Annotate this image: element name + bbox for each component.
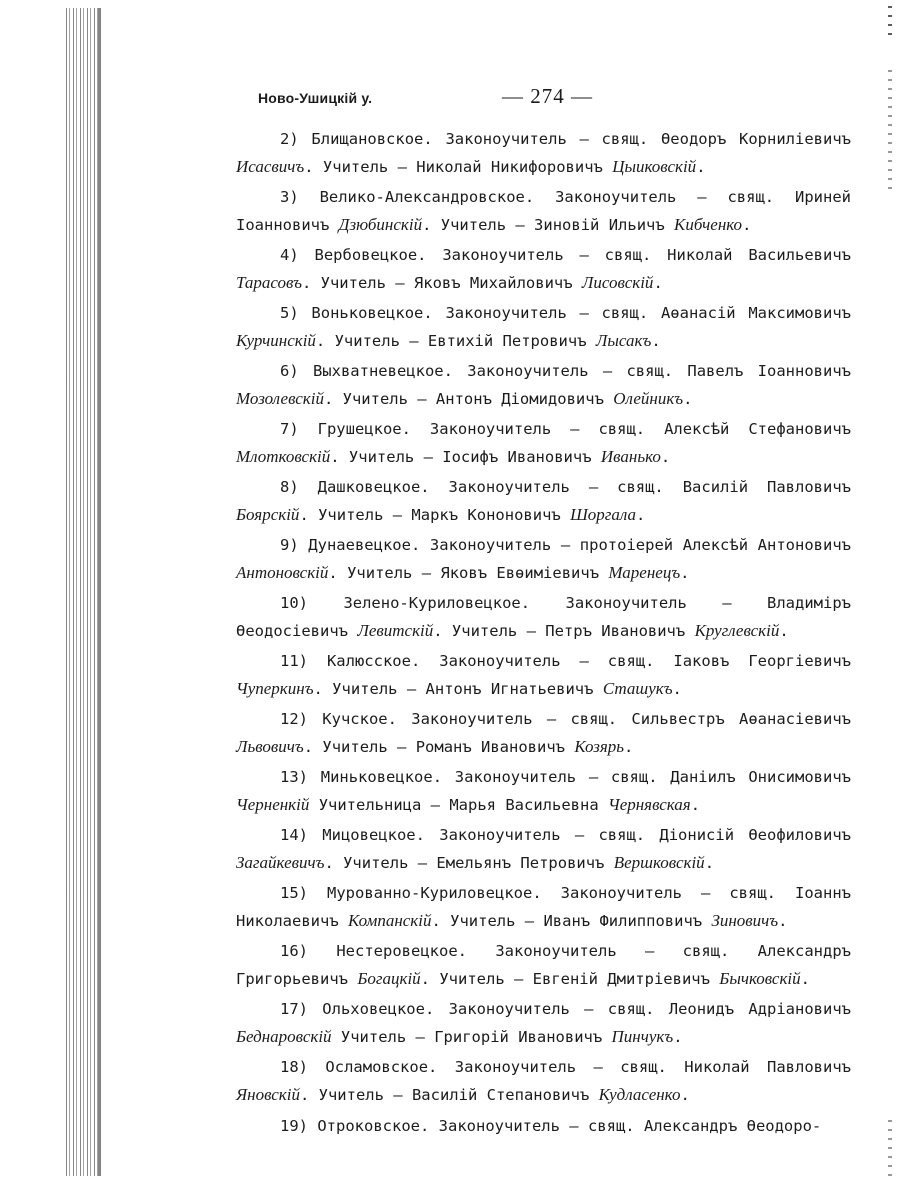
entry-text: Законоучитель — свящ. Ириней Іоанновичъ <box>236 188 851 234</box>
school-entry <box>236 938 851 993</box>
entry-number: 12) <box>280 710 308 728</box>
entry-number: 15) <box>280 884 308 902</box>
entry-text: Законоучитель — свящ. Сильвестръ Аөанасіевичъ <box>396 710 851 728</box>
teacher-surname: Лисовскій <box>581 273 654 292</box>
entry-text: Законоучитель — свящ. Леонидъ Адріановичъ <box>434 1000 851 1018</box>
entry-text: . Учитель — Іосифъ Ивановичъ <box>330 448 601 466</box>
entry-text: Законоучитель — свящ. Даніилъ Онисимовичъ <box>442 768 851 786</box>
entry-text: . Учитель — Романъ Ивановичъ <box>303 738 575 756</box>
entry-number: 19) <box>280 1117 308 1135</box>
school-name: Ольховецкое. <box>322 1000 435 1018</box>
entry-number: 17) <box>280 1000 308 1018</box>
teacher-surname: Цыиковскій <box>612 157 697 176</box>
scan-mark-top-right <box>888 6 892 42</box>
entry-number: 4) <box>280 246 299 264</box>
entry-end: . <box>624 738 634 756</box>
teacher-surname: Олейникъ <box>613 389 684 408</box>
teacher-surname: Вершковскій <box>613 853 705 872</box>
entry-text: . Учитель — Яковъ Михайловичъ <box>301 274 582 292</box>
entry-number: 13) <box>280 768 308 786</box>
school-name: Блищановское. <box>311 130 433 148</box>
entry-text: Законоучитель — протоіерей Алексѣй Антоновичъ <box>420 536 851 554</box>
entry-number: 14) <box>280 826 308 844</box>
entry-number: 7) <box>280 420 299 438</box>
school-entry <box>236 1112 851 1140</box>
school-name: Миньковецкое. <box>320 768 443 786</box>
entry-text: Учительница — Марья Васильевна <box>309 796 608 814</box>
teacher-surname: Сташукъ <box>602 679 673 698</box>
entry-number: 6) <box>280 362 299 380</box>
entry-text: . Учитель — Зиновій Ильичъ <box>422 216 675 234</box>
school-name: Кучское. <box>322 710 397 728</box>
school-name: Грушецкое. <box>317 420 411 438</box>
scan-mark-right <box>888 70 892 190</box>
entry-text: Законоучитель — свящ. Василій Павловичъ <box>429 478 851 496</box>
entry-end: . <box>653 274 663 292</box>
entry-end: . <box>704 854 715 872</box>
entry-text: . Учитель — Николай Никифоровичъ <box>304 158 613 176</box>
teacher-surname: Маренецъ <box>608 563 681 582</box>
priest-surname: Антоновскій <box>236 563 329 582</box>
school-name: Воньковецкое. <box>311 304 433 322</box>
priest-surname: Млотковскій <box>236 447 331 466</box>
entry-text: Законоучитель — свящ. Өеодоръ Корниліевичъ <box>432 130 851 148</box>
priest-surname: Богацкій <box>357 969 421 988</box>
teacher-surname: Шоргала <box>570 505 637 524</box>
entry-text: Законоучитель — свящ. Александръ Өеодоро- <box>429 1117 822 1135</box>
priest-surname: Мозолевскій <box>236 389 324 408</box>
entry-text: . Учитель — Емельянъ Петровичъ <box>324 854 614 872</box>
priest-surname: Беднаровскій <box>236 1027 332 1046</box>
school-entry <box>236 242 851 297</box>
school-entry <box>236 648 851 703</box>
entry-end: . <box>673 1028 683 1046</box>
running-head: Ново-Ушицкій у. <box>258 90 373 106</box>
school-entry <box>236 880 851 935</box>
school-name: Осламовское. <box>325 1058 438 1076</box>
school-name: Мицовецкое. <box>322 826 425 844</box>
priest-surname: Исасвичъ <box>236 157 305 176</box>
priest-surname: Загайкевичъ <box>236 853 325 872</box>
school-entry <box>236 822 851 877</box>
school-entry <box>236 532 851 587</box>
teacher-surname: Чернявская <box>607 795 691 814</box>
school-name: Калюсское. <box>326 652 421 670</box>
priest-surname: Дзюбинскій <box>338 215 423 234</box>
scan-page-edge <box>98 8 101 1176</box>
entry-text: . Учитель — Василій Степановичъ <box>299 1086 599 1104</box>
entry-text: Законоучитель — свящ. Іоаннъ Николаевичъ <box>236 884 851 930</box>
entry-text: . Учитель — Яковъ Евөиміевичъ <box>328 564 609 582</box>
priest-surname: Левитскій <box>357 621 434 640</box>
entry-text: Законоучитель — свящ. Александръ Григорьевичъ <box>236 942 851 988</box>
entry-text: Законоучитель — свящ. Діонисій Өеофиловичъ <box>424 826 851 844</box>
entry-number: 3) <box>280 188 299 206</box>
priest-surname: Львовичъ <box>236 737 304 756</box>
entry-end: . <box>696 158 706 176</box>
scan-binding-edge <box>66 8 100 1176</box>
page-header <box>258 84 850 114</box>
school-entry <box>236 474 851 529</box>
teacher-surname: Круглевскій <box>694 621 780 640</box>
entry-end: . <box>742 216 752 234</box>
school-name: Выхватневецкое. <box>312 362 453 380</box>
school-name: Дашковецкое. <box>317 478 430 496</box>
entry-end: . <box>636 506 646 524</box>
entry-text: . Учитель — Евтихій Петровичъ <box>315 332 596 350</box>
school-name: Зелено-Куриловецкое. <box>343 594 531 612</box>
entry-text: . Учитель — Евгеній Дмитріевичъ <box>420 970 720 988</box>
teacher-surname: Козярь <box>574 737 625 756</box>
school-name: Нестеровецкое. <box>336 942 467 960</box>
entry-text: Законоучитель — свящ. Николай Васильевичъ <box>426 246 851 264</box>
entry-end: . <box>660 448 671 466</box>
teacher-surname: Иванько <box>600 447 661 466</box>
school-name: Велико-Александровское. <box>319 188 535 206</box>
entry-number: 18) <box>280 1058 308 1076</box>
priest-surname: Яновскій <box>236 1085 300 1104</box>
entry-text: Учитель — Григорій Ивановичъ <box>331 1028 612 1046</box>
page-number: — 274 — <box>502 84 593 108</box>
entry-number: 11) <box>280 652 308 670</box>
entry-end: . <box>690 796 701 814</box>
school-name: Отроковское. <box>317 1117 430 1135</box>
entry-number: 8) <box>280 478 299 496</box>
entry-text: Законоучитель — свящ. Алексѣй Стефановичъ <box>410 420 851 438</box>
priest-surname: Черненкій <box>236 795 310 814</box>
entry-text: Законоучитель — свящ. Павелъ Іоанновичъ <box>452 362 851 380</box>
school-entry <box>236 996 851 1051</box>
entry-number: 2) <box>280 130 299 148</box>
entry-end: . <box>683 390 693 408</box>
entry-text: . Учитель — Петръ Ивановичъ <box>433 622 695 640</box>
entry-number: 10) <box>280 594 308 612</box>
teacher-surname: Пинчукъ <box>611 1027 674 1046</box>
school-name: Дунаевецкое. <box>308 536 421 554</box>
entry-end: . <box>680 1086 690 1104</box>
teacher-surname: Зиновичъ <box>711 911 779 930</box>
entry-end: . <box>779 622 789 640</box>
teacher-surname: Бычковскій <box>719 969 801 988</box>
school-entry <box>236 764 851 819</box>
school-entry <box>236 126 851 181</box>
entry-text: . Учитель — Маркъ Кононовичъ <box>299 506 571 524</box>
school-entry <box>236 416 851 471</box>
entry-text: Законоучитель — свящ. Іаковъ Георгіевичъ <box>420 652 851 670</box>
school-entry <box>236 358 851 413</box>
entry-end: . <box>651 332 661 350</box>
entry-number: 5) <box>280 304 299 322</box>
school-entry <box>236 706 851 761</box>
entry-end: . <box>672 680 682 698</box>
teacher-surname: Лысакъ <box>595 331 652 350</box>
priest-surname: Компанскій <box>347 911 432 930</box>
entry-end: . <box>800 970 810 988</box>
school-name: Мурованно-Куриловецкое. <box>327 884 542 902</box>
teacher-surname: Кудласенко <box>598 1085 681 1104</box>
school-entry <box>236 1054 851 1109</box>
entry-text: . Учитель — Антонъ Діомидовичъ <box>323 390 614 408</box>
entry-number: 16) <box>280 942 308 960</box>
priest-surname: Чуперкинъ <box>236 679 314 698</box>
school-entry <box>236 590 851 645</box>
entry-text: Законоучитель — Владиміръ Өеодосіевичъ <box>236 594 851 640</box>
priest-surname: Боярскій <box>236 505 300 524</box>
school-name: Вербовецкое. <box>314 246 427 264</box>
entry-text: . Учитель — Антонъ Игнатьевичъ <box>313 680 603 698</box>
school-entry <box>236 300 851 355</box>
priest-surname: Тарасовъ <box>236 273 302 292</box>
teacher-surname: Кибченко <box>674 215 743 234</box>
entry-number: 9) <box>280 536 299 554</box>
entry-text: Законоучитель — свящ. Аөанасій Максимовичъ <box>432 304 851 322</box>
entry-end: . <box>680 564 690 582</box>
scan-mark-bottom-right <box>888 1120 892 1180</box>
entry-text: . Учитель — Иванъ Филипповичъ <box>431 912 712 930</box>
entry-text: Законоучитель — свящ. Николай Павловичъ <box>437 1058 851 1076</box>
school-entries-list <box>236 126 851 1143</box>
priest-surname: Курчинскій <box>236 331 316 350</box>
entry-end: . <box>778 912 788 930</box>
school-entry <box>236 184 851 239</box>
